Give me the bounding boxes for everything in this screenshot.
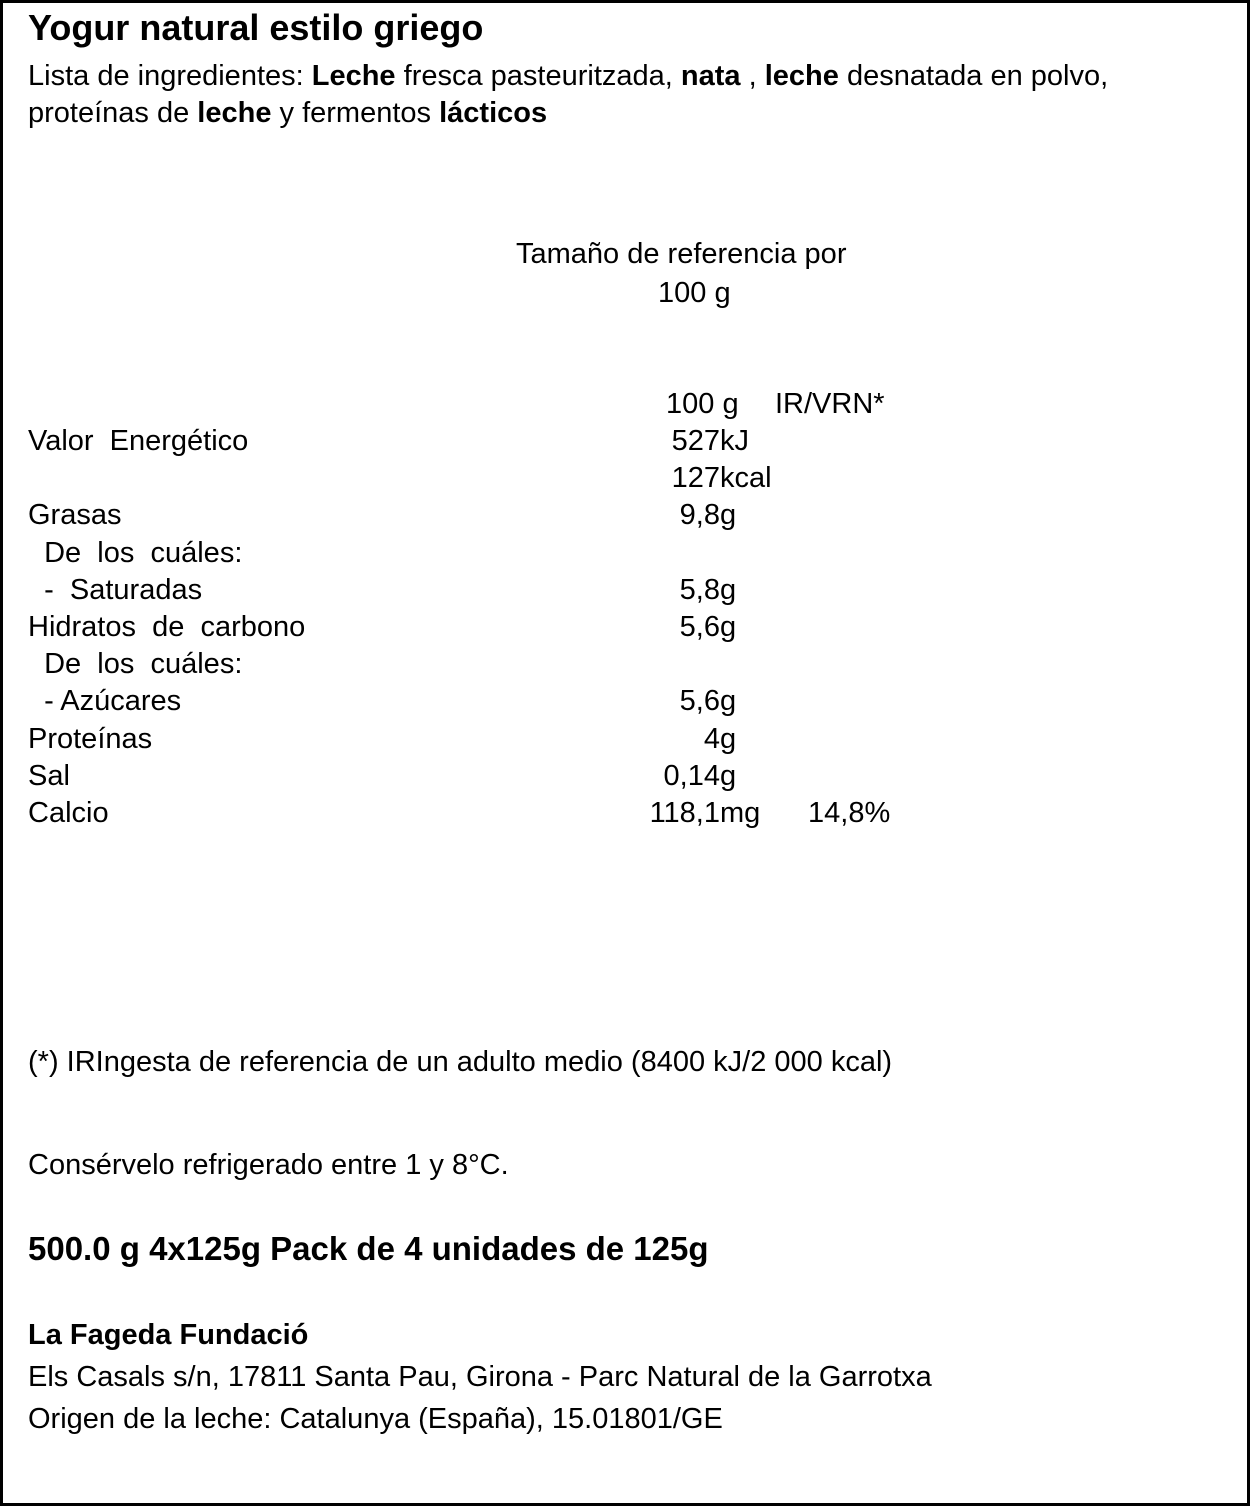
nutrient-label: - Saturadas [28,574,203,606]
nutrient-label: - Azúcares [28,685,182,717]
reference-size-line1: Tamaño de referencia por [516,238,847,270]
nutrient-value: 5,8 [679,574,720,606]
nutrient-ir: 14,8% [808,797,891,829]
nutrient-label: Sal [28,760,70,792]
nutrient-unit: kJ [720,425,749,457]
nutrient-value: 127 [671,462,720,494]
storage-instructions: Consérvelo refrigerado entre 1 y 8°C. [28,1149,509,1181]
nutrient-value: 9,8 [679,499,720,531]
ingredients-label: Lista de ingredientes: [28,60,304,92]
allergen-text: lácticos [439,97,548,129]
nutrient-unit: g [720,611,737,643]
nutrient-label: De los cuáles: [28,648,243,680]
nutrient-value: 118,1 [649,797,720,829]
nutrient-label: Hidratos de carbono [28,611,306,643]
product-title: Yogur natural estilo griego [28,7,484,48]
ingredient-text: , [740,60,765,92]
company-name: La Fageda Fundació [28,1319,309,1351]
nutrient-value: 4 [703,723,720,755]
nutrient-label: De los cuáles: [28,537,243,569]
allergen-text: Leche [311,60,396,92]
nutrient-label: Proteínas [28,723,153,755]
col-header-amount: 100 g [666,388,739,420]
nutrient-label: Valor Energético [28,425,249,457]
col-header-ir: IR/VRN* [775,388,885,420]
nutrient-unit: g [720,499,737,531]
ingredient-text: y fermentos [271,97,440,129]
pack-info: 500.0 g 4x125g Pack de 4 unidades de 125g [28,1230,709,1267]
nutrient-unit: g [720,760,737,792]
ingredient-text: desnatada en polvo, proteínas de [28,60,1109,129]
allergen-text: leche [197,97,272,129]
footnote: (*) IRIngesta de referencia de un adulto medio (8400 kJ/2 000 kcal) [28,1046,893,1078]
ingredient-text: fresca pasteuritzada, [395,60,681,92]
nutrient-unit: mg [720,797,761,829]
ingredients-list [28,58,1218,132]
nutrient-value: 5,6 [679,685,720,717]
nutrient-value: 527 [671,425,720,457]
nutrient-value: 0,14 [663,760,720,792]
nutrient-label: Grasas [28,499,122,531]
nutrient-unit: g [720,723,737,755]
reference-size-line2: 100 g [658,277,731,309]
nutrient-value: 5,6 [679,611,720,643]
allergen-text: nata [680,60,741,92]
company-address: Els Casals s/n, 17811 Santa Pau, Girona - Parc Natural de la Garrotxa [28,1361,932,1393]
milk-origin: Origen de la leche: Catalunya (España), 15.01801/GE [28,1403,723,1435]
nutrient-label: Calcio [28,797,109,829]
allergen-text: leche [764,60,839,92]
nutrient-unit: kcal [720,462,772,494]
nutrient-unit: g [720,574,737,606]
nutrient-unit: g [720,685,737,717]
